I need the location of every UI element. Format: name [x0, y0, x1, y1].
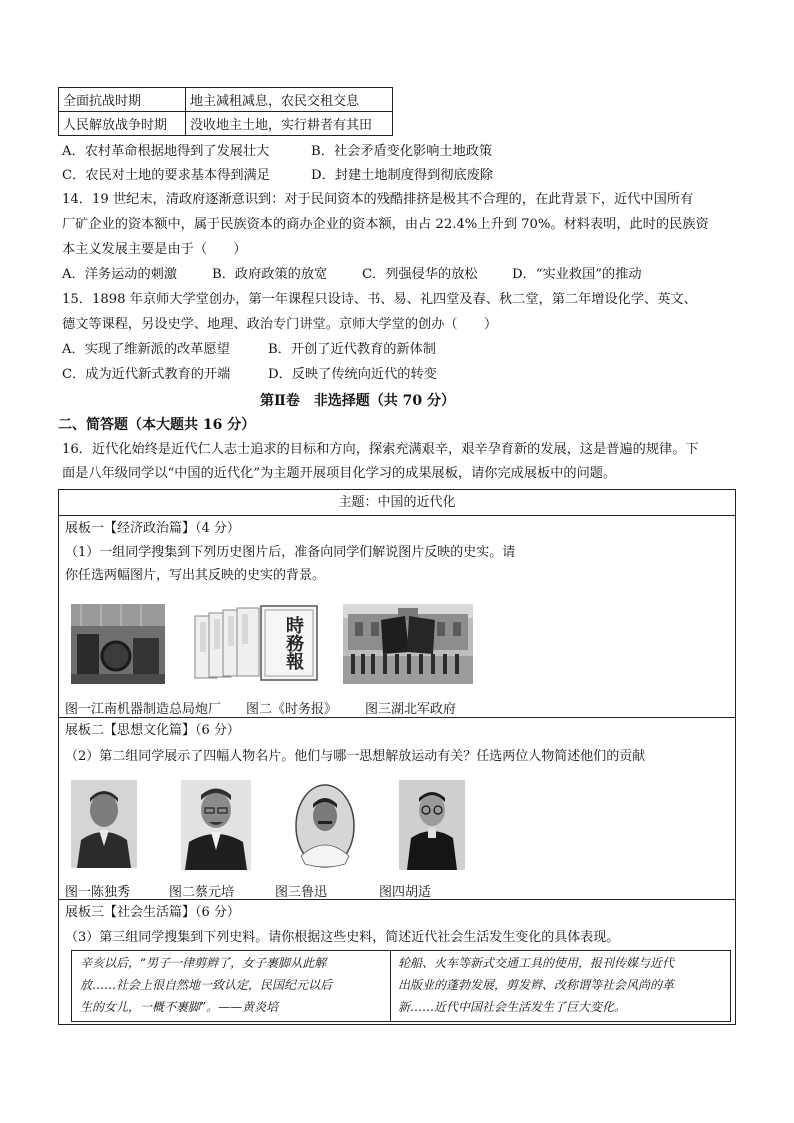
part2-title: 第Ⅱ卷 非选择题（共 70 分）: [260, 393, 456, 409]
table-row: [59, 88, 393, 112]
q14-text-line2: 厂矿企业的资本额中，属于民族资本的商办企业的资本额，由占 22.4%上升到 70%。材料表明，此时的民族资: [62, 217, 709, 232]
q15-option-b: B．开创了近代教育的新体制: [268, 342, 436, 357]
q14-option-a: A．洋务运动的刺激: [62, 267, 178, 282]
quote2-line3: 新……近代中国社会生活发生了巨大变化。: [398, 1000, 627, 1014]
source-divider: [390, 951, 391, 1021]
newspaper-title-text: 時務報: [283, 616, 304, 670]
q15-text-line2: 德文等课程，另设史学、地理、政治专门讲堂。京师大学堂的创办（ ）: [62, 317, 498, 332]
panel2-caption-2: 图二蔡元培: [169, 885, 235, 900]
quote2-line1: 轮船、火车等新式交通工具的使用，报刊传媒与近代: [398, 956, 675, 970]
q14-option-d: D．“实业救国”的推动: [512, 267, 642, 282]
section2-title: 二、简答题（本大题共 16 分）: [58, 417, 256, 433]
panel2-caption-4: 图四胡适: [379, 885, 432, 900]
panel1-question-line2: 你任选两幅图片，写出其反映的史实的背景。: [65, 568, 326, 583]
q14-option-c: C．列强侵华的放松: [362, 267, 478, 282]
q14-text-line3: 本主义发展主要是由于（ ）: [62, 242, 247, 257]
panel3-question-line1: （3）第三组同学搜集到下列史料。请你根据这些史料，简述近代社会生活发生变化的具体表现。: [65, 930, 620, 945]
source-material-box: [71, 950, 731, 1022]
panel2-title: 展板二【思想文化篇】（6 分）: [65, 723, 240, 738]
hu-shi-portrait: [399, 780, 465, 870]
q14-text-line1: 14．19 世纪末，清政府逐渐意识到：对于民间资本的残酷排挤是极其不合理的，在此背景下，近代中国所有: [62, 192, 694, 207]
panel1-caption-1: 图一江南机器制造总局炮厂: [65, 702, 222, 717]
q13-option-a: A．农村革命根据地得到了发展壮大: [62, 144, 270, 159]
panel2-caption-1: 图一陈独秀: [65, 885, 131, 900]
chen-duxiu-portrait: [71, 780, 137, 868]
panel1-caption-2: 图二《时务报》: [246, 702, 338, 717]
panel2-caption-3: 图三鲁迅: [275, 885, 328, 900]
panel2-question-line1: （2）第二组同学展示了四幅人物名片。他们与哪一思想解放运动有关？任选两位人物简述他们的贡献: [65, 749, 646, 764]
board-theme: 主题：中国的近代化: [338, 495, 456, 510]
hubei-military-government-photo: [343, 604, 473, 684]
table-cell-period: 全面抗战时期: [59, 88, 186, 112]
lu-xun-portrait: [295, 780, 355, 868]
table-cell-policy: 地主减租减息，农民交租交息: [186, 88, 393, 112]
quote1-line2: 放……社会上很自然地一致认定，民国纪元以后: [80, 978, 333, 992]
panel1-question-line1: （1）一组同学搜集到下列历史图片后，准备向同学们解说图片反映的史实。请: [65, 545, 516, 560]
table-cell-policy: 没收地主土地，实行耕者有其田: [186, 112, 393, 136]
quote2-line2: 出版业的蓬勃发展，剪发辫、改称谓等社会风尚的革: [398, 978, 675, 992]
panel1-title: 展板一【经济政治篇】（4 分）: [65, 521, 240, 536]
q16-text-line2: 面是八年级同学以“中国的近代化”为主题开展项目化学习的成果展板，请你完成展板中的问题。: [62, 466, 617, 481]
q16-text-line1: 16．近代化始终是近代仁人志士追求的目标和方向，探索充满艰辛，艰辛孕育新的发展，这是普遍的规律。下: [62, 442, 699, 457]
panel-social-life: [59, 899, 735, 1026]
q13-option-d: D．封建土地制度得到彻底废除: [311, 168, 494, 183]
quote1-line1: 辛亥以后，“男子一律剪辫了，女子裹脚从此解: [80, 956, 327, 970]
q15-text-line1: 15．1898 年京师大学堂创办，第一年课程只设诗、书、易、礼四堂及春、秋二堂，第二年增设化学、英文、: [62, 292, 697, 307]
table-row: [59, 112, 393, 136]
panel1-caption-3: 图三湖北军政府: [365, 702, 457, 717]
jiangnan-arsenal-photo: [71, 604, 165, 684]
q15-option-a: A．实现了维新派的改革愿望: [62, 342, 230, 357]
exhibition-board: [58, 489, 736, 1025]
table-cell-period: 人民解放战争时期: [59, 112, 186, 136]
panel-thought-culture: [59, 717, 735, 900]
shiwubao-newspaper-photo: [191, 604, 321, 684]
cai-yuanpei-portrait: [181, 780, 251, 870]
quote1-line3: 生的女儿，一概不裹脚”。——黄炎培: [80, 1000, 279, 1014]
q13-option-b: B．社会矛盾变化影响土地政策: [311, 144, 493, 159]
land-policy-table: [58, 87, 393, 136]
panel-economy-politics: [59, 515, 735, 718]
q13-option-c: C．农民对土地的要求基本得到满足: [62, 168, 270, 183]
panel3-title: 展板三【社会生活篇】（6 分）: [65, 905, 240, 920]
q15-option-d: D．反映了传统向近代的转变: [268, 367, 437, 382]
q15-option-c: C．成为近代新式教育的开端: [62, 367, 231, 382]
q14-option-b: B．政府政策的放宽: [212, 267, 328, 282]
